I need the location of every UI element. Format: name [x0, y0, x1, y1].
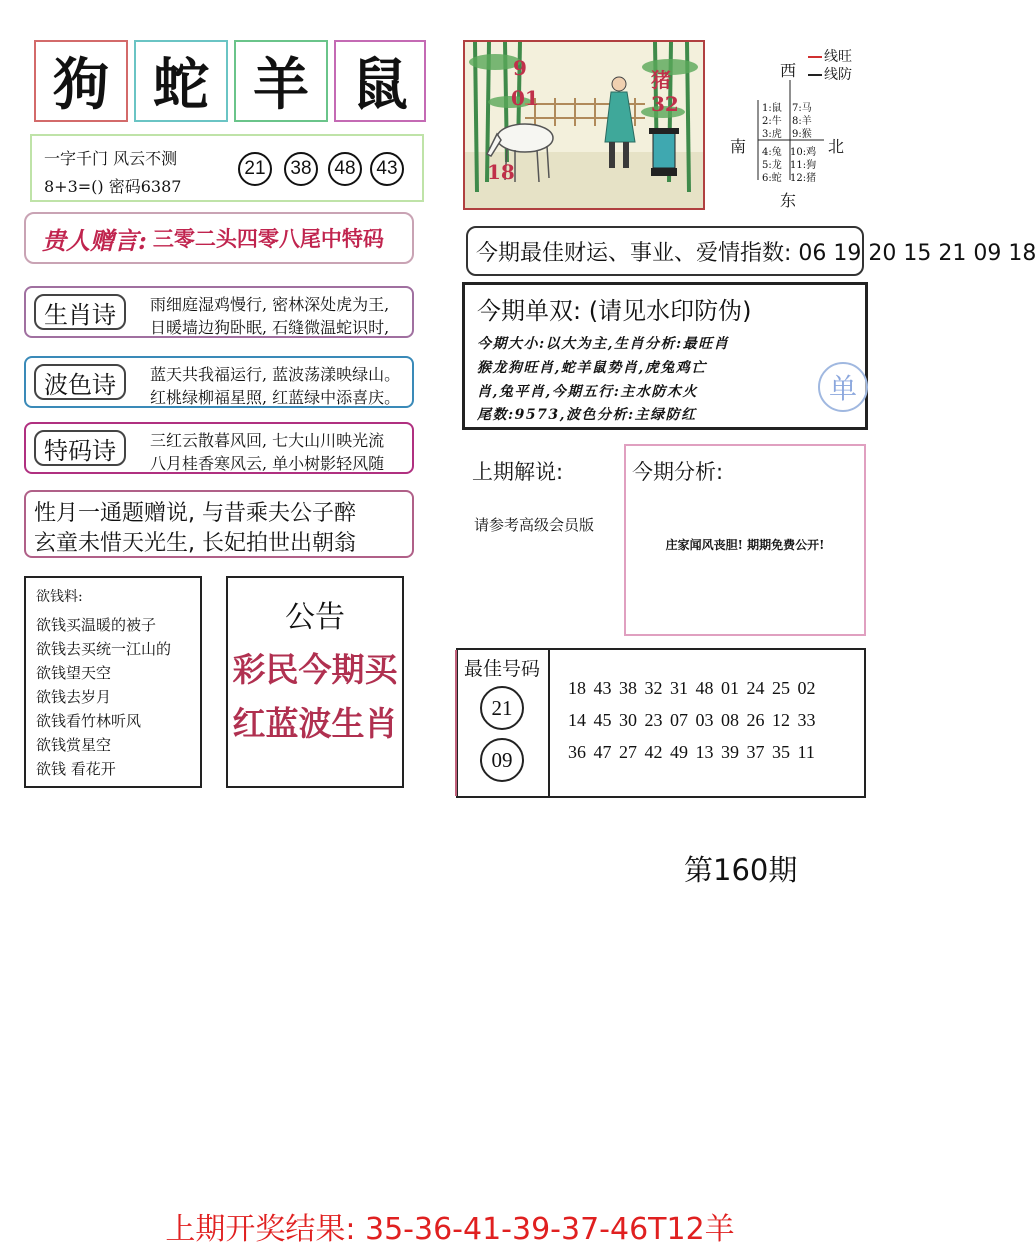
compass-cell: 3:虎: [762, 129, 782, 140]
poem-line: 红桃绿柳福星照, 红蓝绿中添喜庆。: [150, 388, 401, 407]
compass-cell: 1:鼠: [762, 103, 782, 114]
notice-box: [226, 576, 404, 788]
legend-item: [808, 46, 852, 66]
best-numbers-row: 14 45 30 23 07 03 08 26 12 33: [568, 710, 816, 730]
issue-number: 第160期: [684, 853, 798, 887]
guiren-text: 三零二头四零八尾中特码: [152, 226, 384, 251]
zodiac-dog: 狗: [34, 40, 128, 122]
compass-cell: 9:猴: [792, 129, 812, 140]
picture-number: 01: [511, 86, 539, 110]
notice-line: 红蓝波生肖: [232, 704, 398, 743]
notice-title: 公告: [285, 600, 345, 635]
illustration: [463, 40, 705, 210]
compass-north: 北: [828, 137, 845, 156]
money-line: 欲钱去买统一江山的: [36, 640, 172, 658]
compass-cell: 4:兔: [762, 147, 782, 158]
guiren-label: 贵人赠言:: [42, 225, 147, 255]
money-line: 欲钱赏星空: [36, 736, 112, 754]
prev-explain-title: 上期解说:: [472, 460, 564, 484]
compass-cell: 2:牛: [762, 116, 782, 127]
info-line-1: 一字千门 风云不测: [44, 149, 178, 168]
legend-label: 线防: [824, 67, 852, 83]
poem-line: 雨细庭湿鸡慢行, 密林深处虎为王,: [150, 295, 390, 314]
number-ball: 48: [328, 152, 362, 186]
last-result: 上期开奖结果: 35-36-41-39-37-46T12羊: [165, 1212, 735, 1247]
lucky-index: 今期最佳财运、事业、爱情指数: 06 19 20 15 21 09 18: [466, 226, 864, 276]
money-line: 欲钱买温暖的被子: [36, 616, 157, 634]
info-box: [30, 134, 424, 202]
best-ball: 21: [480, 686, 524, 730]
single-double-line: 猴龙狗旺肖,蛇羊鼠势肖,虎兔鸡亡: [477, 360, 707, 376]
zodiac-snake: 蛇: [134, 40, 228, 122]
picture-number: 猪: [651, 68, 671, 92]
riddle-line: 玄童未惜天光生, 长妃拍世出朝翁: [34, 531, 356, 556]
best-frame-accent: [455, 650, 457, 796]
zodiac-goat: 羊: [234, 40, 328, 122]
best-numbers-row: 36 47 27 42 49 13 39 37 35 11: [568, 742, 815, 762]
picture-number: 32: [651, 92, 679, 116]
poem-tag: 生肖诗: [34, 294, 126, 330]
poem-tag: 特码诗: [34, 430, 126, 466]
single-double-line: 肖,兔平肖,今期五行:主水防木火: [477, 384, 698, 400]
compass-cell: 10:鸡: [790, 147, 817, 158]
poem-line: 日暖墙边狗卧眠, 石缝微温蛇识时,: [150, 318, 390, 337]
info-line-2: 8+3=() 密码6387: [44, 177, 182, 196]
number-ball: 38: [284, 152, 318, 186]
riddle-box: [24, 490, 414, 558]
money-title: 欲钱料:: [36, 589, 83, 605]
analysis-box: [624, 444, 866, 636]
poem-special: [24, 422, 414, 474]
legend-item: [808, 64, 852, 84]
money-line: 欲钱 看花开: [36, 760, 116, 778]
compass-south: 南: [730, 137, 747, 156]
notice-line: 彩民今期买: [232, 650, 398, 689]
compass-cell: 5:龙: [762, 160, 782, 171]
best-ball: 09: [480, 738, 524, 782]
single-double-box: [462, 282, 868, 430]
money-box: [24, 576, 202, 788]
money-line: 欲钱看竹林听风: [36, 712, 142, 730]
legend-label: 线旺: [824, 49, 852, 65]
prev-explain-note: 请参考高级会员版: [474, 516, 595, 534]
analysis-text: 庄家闻风丧胆! 期期免费公开!: [665, 538, 825, 552]
picture-number: 9: [513, 56, 527, 80]
best-numbers-title: 最佳号码: [464, 658, 541, 680]
poem-zodiac: [24, 286, 414, 338]
poem-line: 三红云散暮风回, 七大山川映光流: [150, 431, 385, 450]
best-numbers-row: 18 43 38 32 31 48 01 24 25 02: [568, 678, 816, 698]
analysis-title: 今期分析:: [632, 460, 724, 484]
poem-line: 八月桂香寒风云, 单小树影轻风随: [150, 454, 385, 473]
poem-tag: 波色诗: [34, 364, 126, 400]
compass-east: 东: [780, 191, 797, 210]
legend-black-line-icon: [808, 74, 822, 76]
watermark-stamp: 单: [818, 362, 868, 412]
compass-cell: 6:蛇: [762, 173, 782, 184]
best-numbers: [456, 648, 866, 798]
guiren-box: [24, 212, 414, 264]
poem-line: 蓝天共我福运行, 蓝波荡漾映绿山。: [150, 365, 401, 384]
single-double-line: 今期大小:以大为主,生肖分析:最旺肖: [477, 336, 730, 352]
legend-red-line-icon: [808, 56, 822, 58]
number-ball: 43: [370, 152, 404, 186]
riddle-line: 性月一通题赠说, 与昔乘夫公子醉: [34, 501, 356, 526]
compass-cell: 12:猪: [790, 173, 817, 184]
single-double-header: 今期单双: (请见水印防伪): [477, 297, 752, 325]
money-line: 欲钱望天空: [36, 664, 112, 682]
compass-west: 西: [780, 61, 797, 80]
poem-color: [24, 356, 414, 408]
number-ball: 21: [238, 152, 272, 186]
best-numbers-left: [458, 650, 550, 796]
picture-number: 18: [487, 160, 515, 184]
compass-cell: 11:狗: [790, 160, 817, 171]
compass-cell: 8:羊: [792, 116, 812, 127]
zodiac-rat: 鼠: [334, 40, 426, 122]
single-double-line: 尾数:9573,波色分析:主绿防红: [477, 407, 697, 423]
money-line: 欲钱去岁月: [36, 688, 112, 706]
compass-cell: 7:马: [792, 103, 812, 114]
